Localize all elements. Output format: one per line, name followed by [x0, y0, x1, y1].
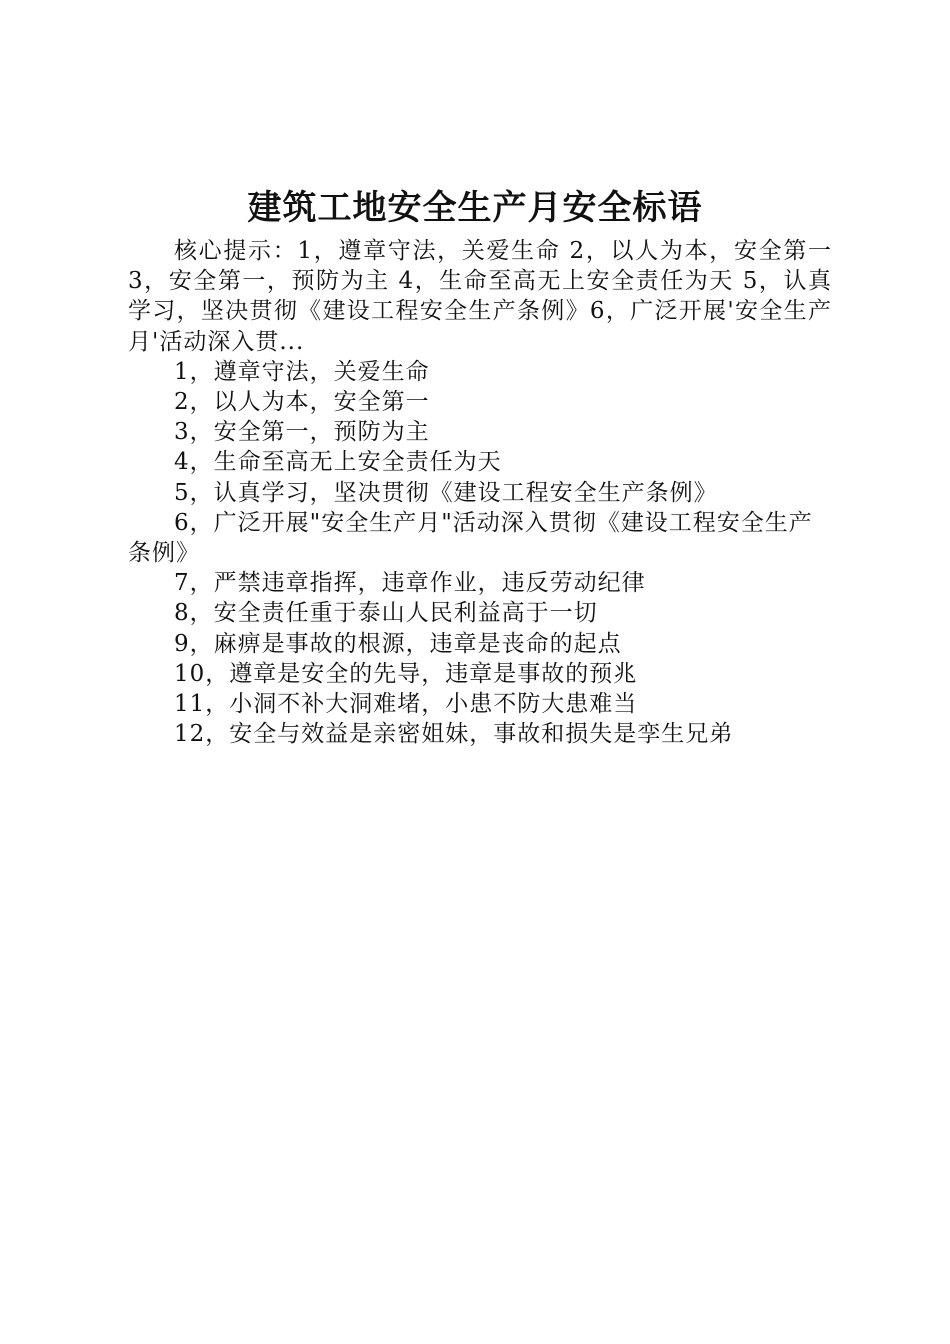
slogan-item-5: 5，认真学习，坚决贯彻《建设工程安全生产条例》: [174, 479, 718, 506]
slogan-item-11: 11，小洞不补大洞难堵，小患不防大患难当: [174, 691, 638, 718]
slogan-item-7: 7，严禁违章指挥，违章作业，违反劳动纪律: [174, 570, 646, 597]
document-body: [128, 236, 832, 749]
slogan-item-8: 8，安全责任重于泰山人民利益高于一切: [174, 600, 598, 627]
slogan-item-10: 10，遵章是安全的先导，违章是事故的预兆: [174, 660, 638, 687]
document-title: 建筑工地安全生产月安全标语: [247, 188, 703, 228]
slogan-item-2: 2，以人为本，安全第一: [174, 389, 430, 416]
summary-paragraph: 核心提示：1，遵章守法，关爱生命 2，以人为本，安全第一 3，安全第一，预防为主 4，生命至高无上安全责任为天 5，认真学习，坚决贯彻《建设工程安全生产条例》6，广泛开展'安全生产月'活动深入贯...: [128, 238, 832, 355]
slogan-item-9: 9，麻痹是事故的根源，违章是丧命的起点: [174, 630, 622, 657]
slogan-item-3: 3，安全第一，预防为主: [174, 419, 430, 446]
slogan-item-12: 12，安全与效益是亲密姐妹，事故和损失是孪生兄弟: [174, 721, 734, 748]
slogan-item-4: 4，生命至高无上安全责任为天: [174, 449, 502, 476]
slogan-item-1: 1，遵章守法，关爱生命: [174, 358, 430, 385]
slogan-item-6: 6，广泛开展"安全生产月"活动深入贯彻《建设工程安全生产条例》: [128, 509, 813, 567]
